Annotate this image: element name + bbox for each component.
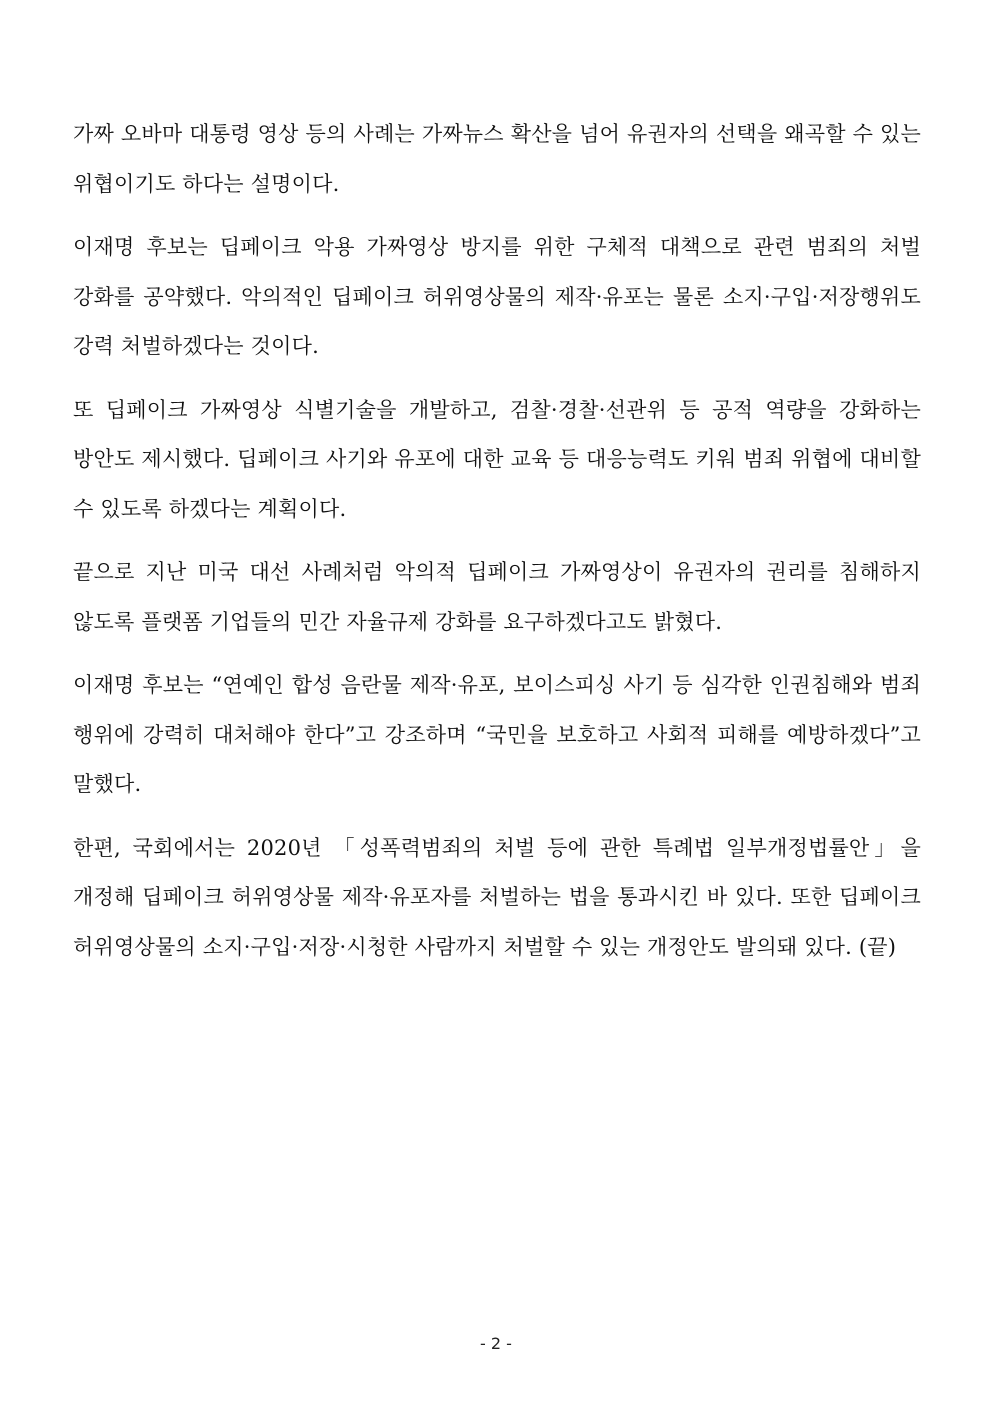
- paragraph-5: 이재명 후보는 “연예인 합성 음란물 제작·유포, 보이스피싱 사기 등 심각한 인권침해와 범죄 행위에 강력히 대처해야 한다”고 강조하며 “국민을 보호하고 사회적 피해를 예방하겠다”고 말했다.: [73, 673, 921, 796]
- paragraph-2: 이재명 후보는 딥페이크 악용 가짜영상 방지를 위한 구체적 대책으로 관련 범죄의 처벌 강화를 공약했다. 악의적인 딥페이크 허위영상물의 제작·유포는 물론 소지·구입·저장행위도 강력 처벌하겠다는 것이다.: [73, 235, 921, 358]
- page-number: - 2 -: [480, 1334, 512, 1353]
- paragraph-4: 끝으로 지난 미국 대선 사례처럼 악의적 딥페이크 가짜영상이 유권자의 권리를 침해하지 않도록 플랫폼 기업들의 민간 자율규제 강화를 요구하겠다고도 밝혔다.: [73, 560, 921, 634]
- paragraph-1: 가짜 오바마 대통령 영상 등의 사례는 가짜뉴스 확산을 넘어 유권자의 선택을 왜곡할 수 있는 위협이기도 하다는 설명이다.: [73, 122, 921, 196]
- paragraph-3: 또 딥페이크 가짜영상 식별기술을 개발하고, 검찰·경찰·선관위 등 공적 역량을 강화하는 방안도 제시했다. 딥페이크 사기와 유포에 대한 교육 등 대응능력도 키워 범죄 위협에 대비할 수 있도록 하겠다는 계획이다.: [73, 397, 921, 521]
- paragraph-6: 한편, 국회에서는 2020년 「성폭력범죄의 처벌 등에 관한 특례법 일부개정법률안」을 개정해 딥페이크 허위영상물 제작·유포자를 처벌하는 법을 통과시킨 바 있다. 또한 딥페이크 허위영상물의 소지·구입·저장·시청한 사람까지 처벌할 수 있는 개정안도 발의돼 있다. (끝): [73, 835, 921, 959]
- document-body: [73, 110, 921, 986]
